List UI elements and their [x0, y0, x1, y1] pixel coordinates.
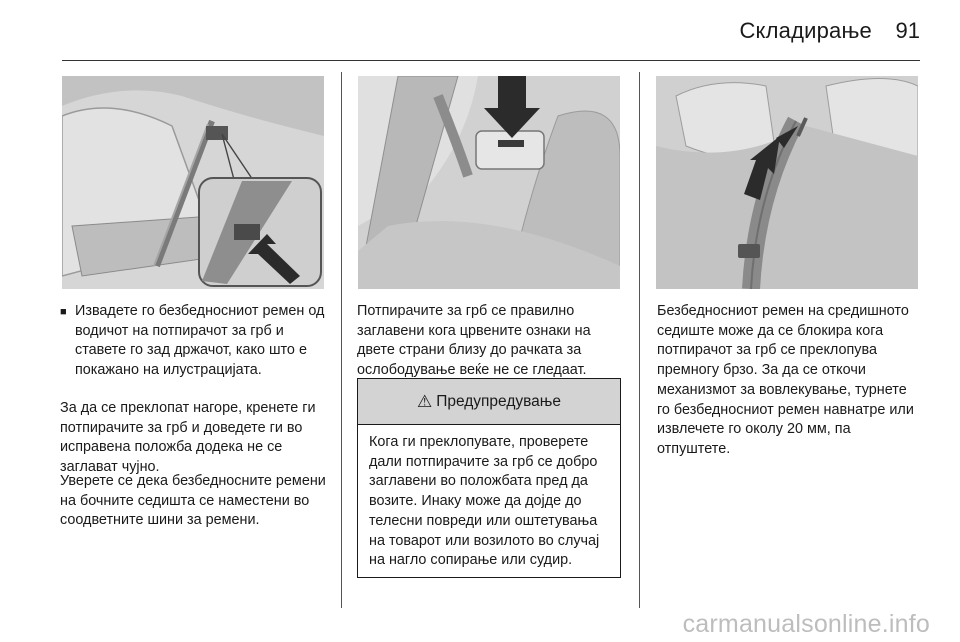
paragraph-center-belt-lock: Безбедносниот ремен на средишното седиште може да се блокира кога потпирачот за грб се преклопува премногу брзо. За да се откочи механизмот за вовлекување, турнете го безбедносниот ремен навнатре или извлечете го околу 20 мм, па отпуштете.: [657, 303, 914, 457]
header-divider: [62, 60, 920, 61]
illustration-seatbelt-holder: [62, 76, 324, 289]
column-divider-1: [341, 72, 342, 608]
section-title: Складирање: [739, 18, 872, 43]
column-divider-2: [639, 72, 640, 608]
watermark: carmanualsonline.info: [682, 610, 930, 638]
page-number: 91: [895, 18, 920, 43]
bullet-marker: ■: [60, 306, 67, 318]
instruction-bullet: [60, 302, 330, 381]
seatbelt-holder-drawing: [62, 76, 324, 289]
warning-triangle-icon: ⚠: [416, 391, 433, 411]
illustration-center-seatbelt: [656, 76, 918, 289]
bullet-text: Извадете го безбедносниот ремен од водичот на потпирачот за грб и ставете го зад држачот, како што е покажано на илустрацијата.: [75, 303, 325, 379]
center-seatbelt-drawing: [656, 76, 918, 289]
warning-title: Предупредување: [436, 392, 562, 410]
warning-text: Кога ги преклопувате, проверете дали потпирачите за грб се добро заглавени во положбата пред да возите. Инаку може да дојде до телесни повреди или оштетувања на товарот или возилото во случај на нагло сопирање или судир.: [369, 434, 600, 569]
warning-box: [357, 378, 621, 578]
paragraph-belt-rails: Уверете се дека безбедносните ремени на бочните седишта се наместени во соодветните шини за ремени.: [60, 473, 326, 529]
paragraph-fold-up: За да се преклопат нагоре, кренете ги потпирачите за грб и доведете ги во исправена положба додека не се заглават чујно.: [60, 400, 316, 476]
warning-header: [358, 379, 620, 425]
paragraph-engaged-markers: Потпирачите за грб се правилно заглавени кога црвените ознаки на двете страни близу до рачката за ослободување веќе не се гледаат.: [357, 303, 591, 379]
illustration-release-handle: [358, 76, 620, 289]
release-handle-drawing: [358, 76, 620, 289]
